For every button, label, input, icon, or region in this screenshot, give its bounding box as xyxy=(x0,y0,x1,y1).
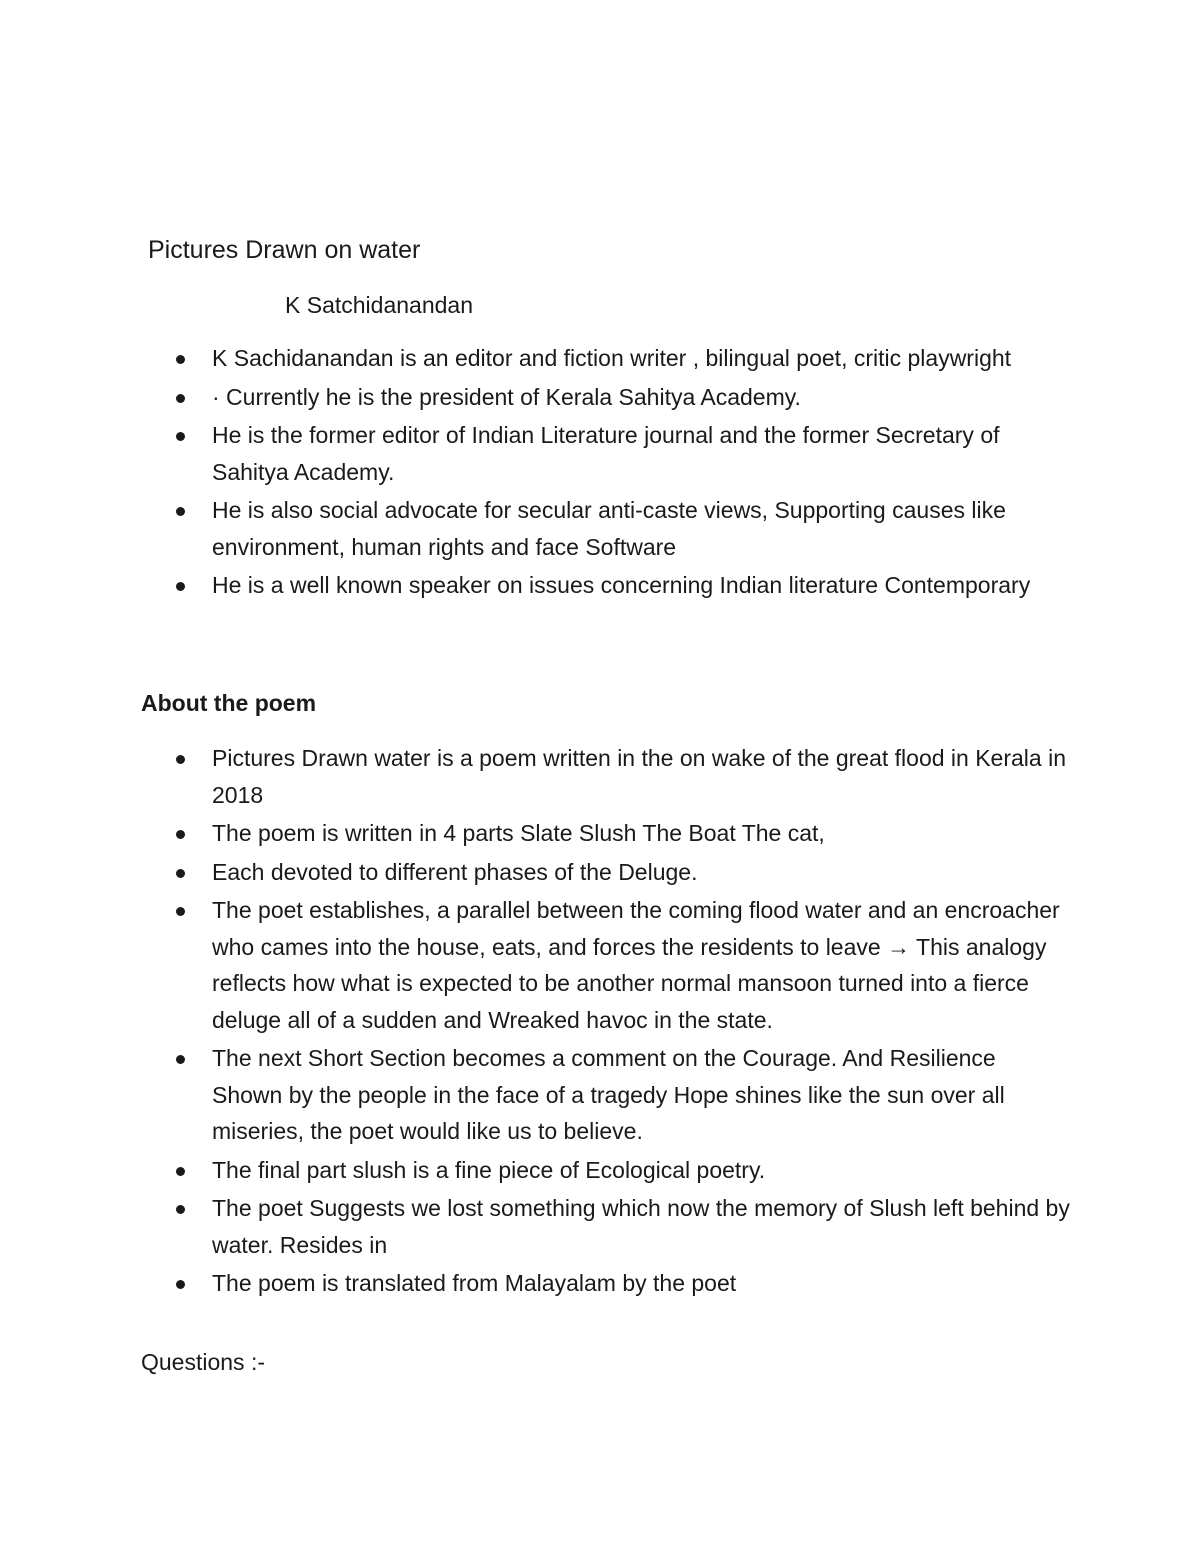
bullet-icon xyxy=(176,394,185,403)
list-item-text: K Sachidanandan is an editor and fiction writer , bilingual poet, critic playwright xyxy=(212,345,1012,371)
list-item xyxy=(0,340,1072,377)
bullet-icon xyxy=(176,582,185,591)
author-points-list xyxy=(0,340,1200,606)
list-item-text: He is also social advocate for secular anti-caste views, Supporting causes like environment, human rights and face Software xyxy=(212,497,1006,560)
bullet-icon xyxy=(176,869,185,878)
bullet-icon xyxy=(176,1167,185,1176)
list-item xyxy=(0,1040,1072,1150)
author-name: K Satchidanandan xyxy=(285,292,473,318)
list-item-text: The poet establishes, a parallel between the coming flood water and an encroacher who cames into the house, eats, and forces the residents to leave → This analogy reflects how what is expected to be another normal mansoon turned into a fierce deluge all of a sudden and Wreaked havoc in the state. xyxy=(212,897,1060,1033)
list-item-text: The final part slush is a fine piece of Ecological poetry. xyxy=(212,1156,766,1183)
list-item-text: He is the former editor of Indian Literature journal and the former Secretary of Sahitya Academy. xyxy=(212,422,1000,485)
bullet-icon xyxy=(176,432,185,441)
list-item-text: He is a well known speaker on issues concerning Indian literature Contemporary xyxy=(212,572,1031,598)
list-item xyxy=(0,854,1072,891)
list-item-text: The poem is translated from Malayalam by the poet xyxy=(212,1270,737,1296)
bullet-icon xyxy=(176,355,185,364)
about-heading: About the poem xyxy=(141,690,317,716)
bullet-icon xyxy=(176,1055,185,1064)
bullet-icon xyxy=(176,830,185,839)
list-item xyxy=(0,567,1072,604)
list-item-text: Each devoted to different phases of the Deluge. xyxy=(212,858,698,885)
bullet-icon xyxy=(176,1280,185,1289)
bullet-icon xyxy=(176,755,185,764)
list-item-text: · Currently he is the president of Kerala Sahitya Academy. xyxy=(212,383,801,410)
list-item xyxy=(0,492,1072,565)
list-item xyxy=(0,379,1072,416)
bullet-icon xyxy=(176,507,185,516)
bullet-icon xyxy=(176,907,185,916)
list-item xyxy=(0,1265,1072,1302)
list-item-text: The poet Suggests we lost something which now the memory of Slush left behind by water. Resides in xyxy=(212,1195,1070,1258)
list-item-text: The poem is written in 4 parts Slate Slush The Boat The cat, xyxy=(212,820,825,846)
list-item xyxy=(0,417,1072,490)
list-item xyxy=(0,815,1072,852)
list-item xyxy=(0,892,1072,1038)
list-item xyxy=(0,1190,1072,1263)
list-item-text: The next Short Section becomes a comment on the Courage. And Resilience Shown by the people in the face of a tragedy Hope shines like the sun over all miseries, the poet would like us to believe. xyxy=(212,1045,1005,1144)
list-item xyxy=(0,1152,1072,1189)
list-item xyxy=(0,740,1072,813)
poem-points-list xyxy=(0,740,1200,1304)
questions-heading: Questions :- xyxy=(141,1349,265,1375)
document-title: Pictures Drawn on water xyxy=(148,236,421,264)
list-item-text: Pictures Drawn water is a poem written in the on wake of the great flood in Kerala in 2018 xyxy=(212,745,1066,808)
bullet-icon xyxy=(176,1205,185,1214)
